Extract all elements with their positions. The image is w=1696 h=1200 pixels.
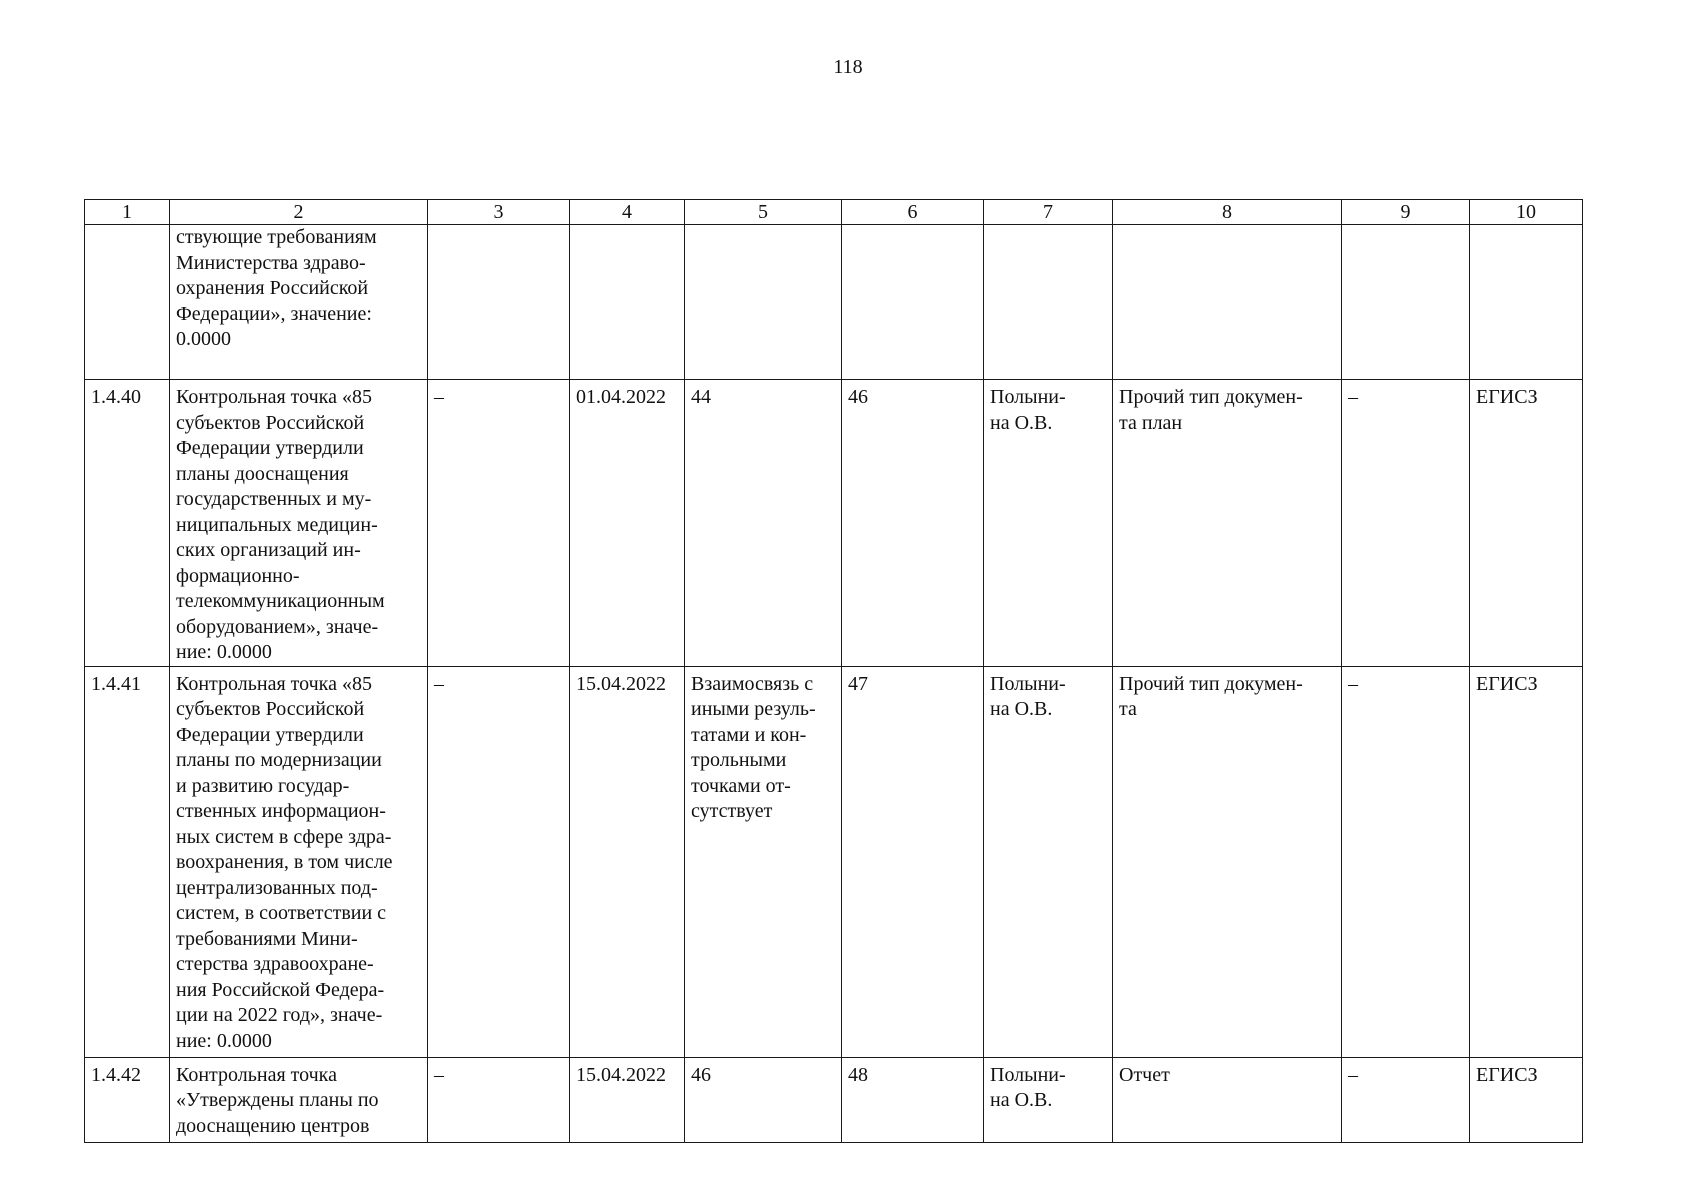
header-col-5: 5 [685,200,842,225]
table-row [85,380,1583,667]
header-col-9: 9 [1342,200,1470,225]
cell-description: Контрольная точка «Утверждены планы по дооснащению центров [170,1057,428,1142]
header-col-7: 7 [984,200,1113,225]
cell-col9: – [1342,666,1470,1057]
header-col-6: 6 [842,200,984,225]
cell-col5: 44 [685,380,842,667]
cell-col3: – [428,1057,570,1142]
cell-empty [685,225,842,380]
cell-col9: – [1342,1057,1470,1142]
cell-empty [984,225,1113,380]
header-col-4: 4 [570,200,685,225]
cell-date: 15.04.2022 [570,1057,685,1142]
cell-empty [428,225,570,380]
cell-empty [1342,225,1470,380]
cell-col3: – [428,380,570,667]
cell-responsible: Полыни- на О.В. [984,380,1113,667]
table-row [85,1057,1583,1142]
cell-col5: 46 [685,1057,842,1142]
cell-doc-type: Прочий тип докумен- та план [1113,380,1342,667]
cell-col6: 47 [842,666,984,1057]
cell-doc-type: Прочий тип докумен- та [1113,666,1342,1057]
cell-col6: 48 [842,1057,984,1142]
cell-id: 1.4.42 [85,1057,170,1142]
table-row [85,666,1583,1057]
page-number: 118 [833,56,863,78]
cell-system: ЕГИСЗ [1470,666,1583,1057]
cell-system: ЕГИСЗ [1470,1057,1583,1142]
header-row [85,200,1583,225]
cell-col3: – [428,666,570,1057]
header-col-1: 1 [85,200,170,225]
cell-date: 01.04.2022 [570,380,685,667]
header-col-2: 2 [170,200,428,225]
cell-id: 1.4.40 [85,380,170,667]
document-table [84,199,1583,1143]
header-col-3: 3 [428,200,570,225]
cell-responsible: Полыни- на О.В. [984,666,1113,1057]
table-row-continuation [85,225,1583,380]
header-col-8: 8 [1113,200,1342,225]
cell-description-continued: ствующие требованиям Министерства здраво- охранения Российской Федерации», значение: 0.0000 [170,225,428,380]
cell-date: 15.04.2022 [570,666,685,1057]
cell-description: Контрольная точка «85 субъектов Российской Федерации утвердили планы по модернизации и развитию государ- ственных информацион- ных систем в сфере здра- воохранения, в том числе централизованных под- систем, в соответствии с требованиями Мини- стерства здравоохране- ния Российской Федера- ции на 2022 год», значе- ние: 0.0000 [170,666,428,1057]
cell-col9: – [1342,380,1470,667]
cell-empty [842,225,984,380]
table-body [85,225,1583,1143]
cell-empty [85,225,170,380]
cell-id: 1.4.41 [85,666,170,1057]
cell-empty [1470,225,1583,380]
header-col-10: 10 [1470,200,1583,225]
cell-empty [570,225,685,380]
cell-col6: 46 [842,380,984,667]
cell-responsible: Полыни- на О.В. [984,1057,1113,1142]
cell-col5: Взаимосвязь с иными резуль- татами и кон- трольными точками от- сутствует [685,666,842,1057]
cell-description: Контрольная точка «85 субъектов Российской Федерации утвердили планы дооснащения государственных и му- ниципальных медицин- ских организаций ин- формационно- телекоммуникационным оборудованием», значе- ние: 0.0000 [170,380,428,667]
table-header [85,200,1583,225]
cell-doc-type: Отчет [1113,1057,1342,1142]
cell-empty [1113,225,1342,380]
cell-system: ЕГИСЗ [1470,380,1583,667]
